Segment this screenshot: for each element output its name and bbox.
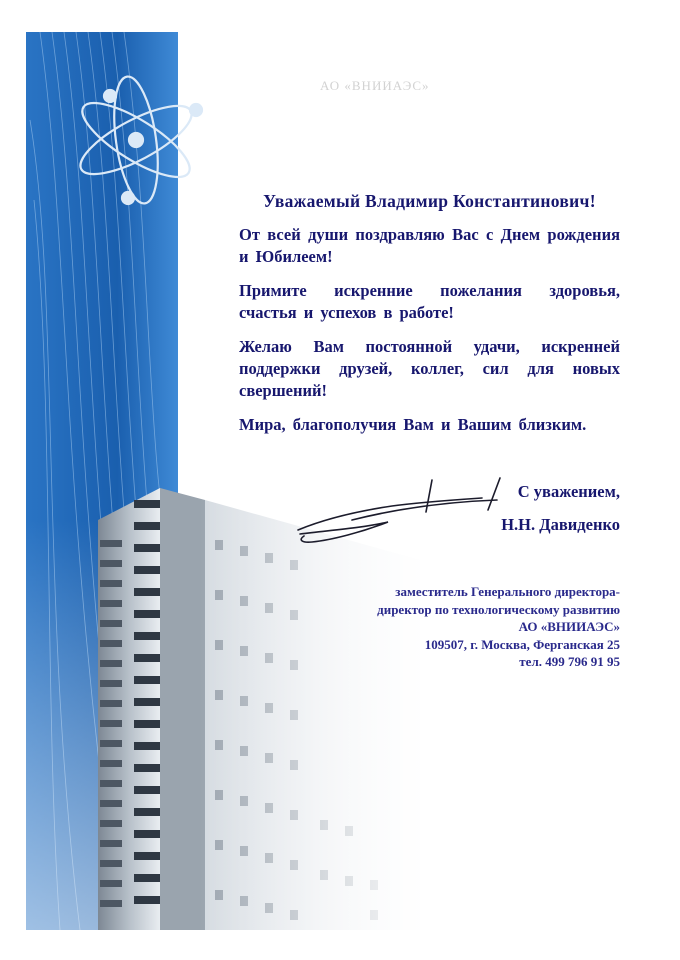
company-name: АО «ВНИИАЭС» [518,619,620,634]
letterhead-faded-title: АО «ВНИИАЭС» [320,78,430,93]
signer-position-line2: директор по технологическому развитию [377,601,620,617]
signer-name: Н.Н. Давиденко [501,515,620,534]
paragraph-support: Желаю Вам постоянной удачи, искренней поддержки друзей, коллег, сил для новых свершений! [239,337,620,400]
letter-body [239,190,620,448]
company-phone: тел. 499 796 91 95 [519,654,620,669]
signer-position-line1: заместитель Генерального директора- [395,584,620,599]
paragraph-birthday: От всей души поздравляю Вас с Днем рождения и Юбилеем! [239,225,620,266]
company-address: 109507, г. Москва, Ферганская 25 [424,636,620,652]
closing-regards: С уважением, [517,482,620,501]
signer-info [340,583,620,671]
paragraph-wishes: Примите искренние пожелания здоровья, счастья и успехов в работе! [239,281,620,322]
paragraph-peace: Мира, благополучия Вам и Вашим близким. [239,415,587,434]
greeting: Уважаемый Владимир Константинович! [263,191,596,211]
